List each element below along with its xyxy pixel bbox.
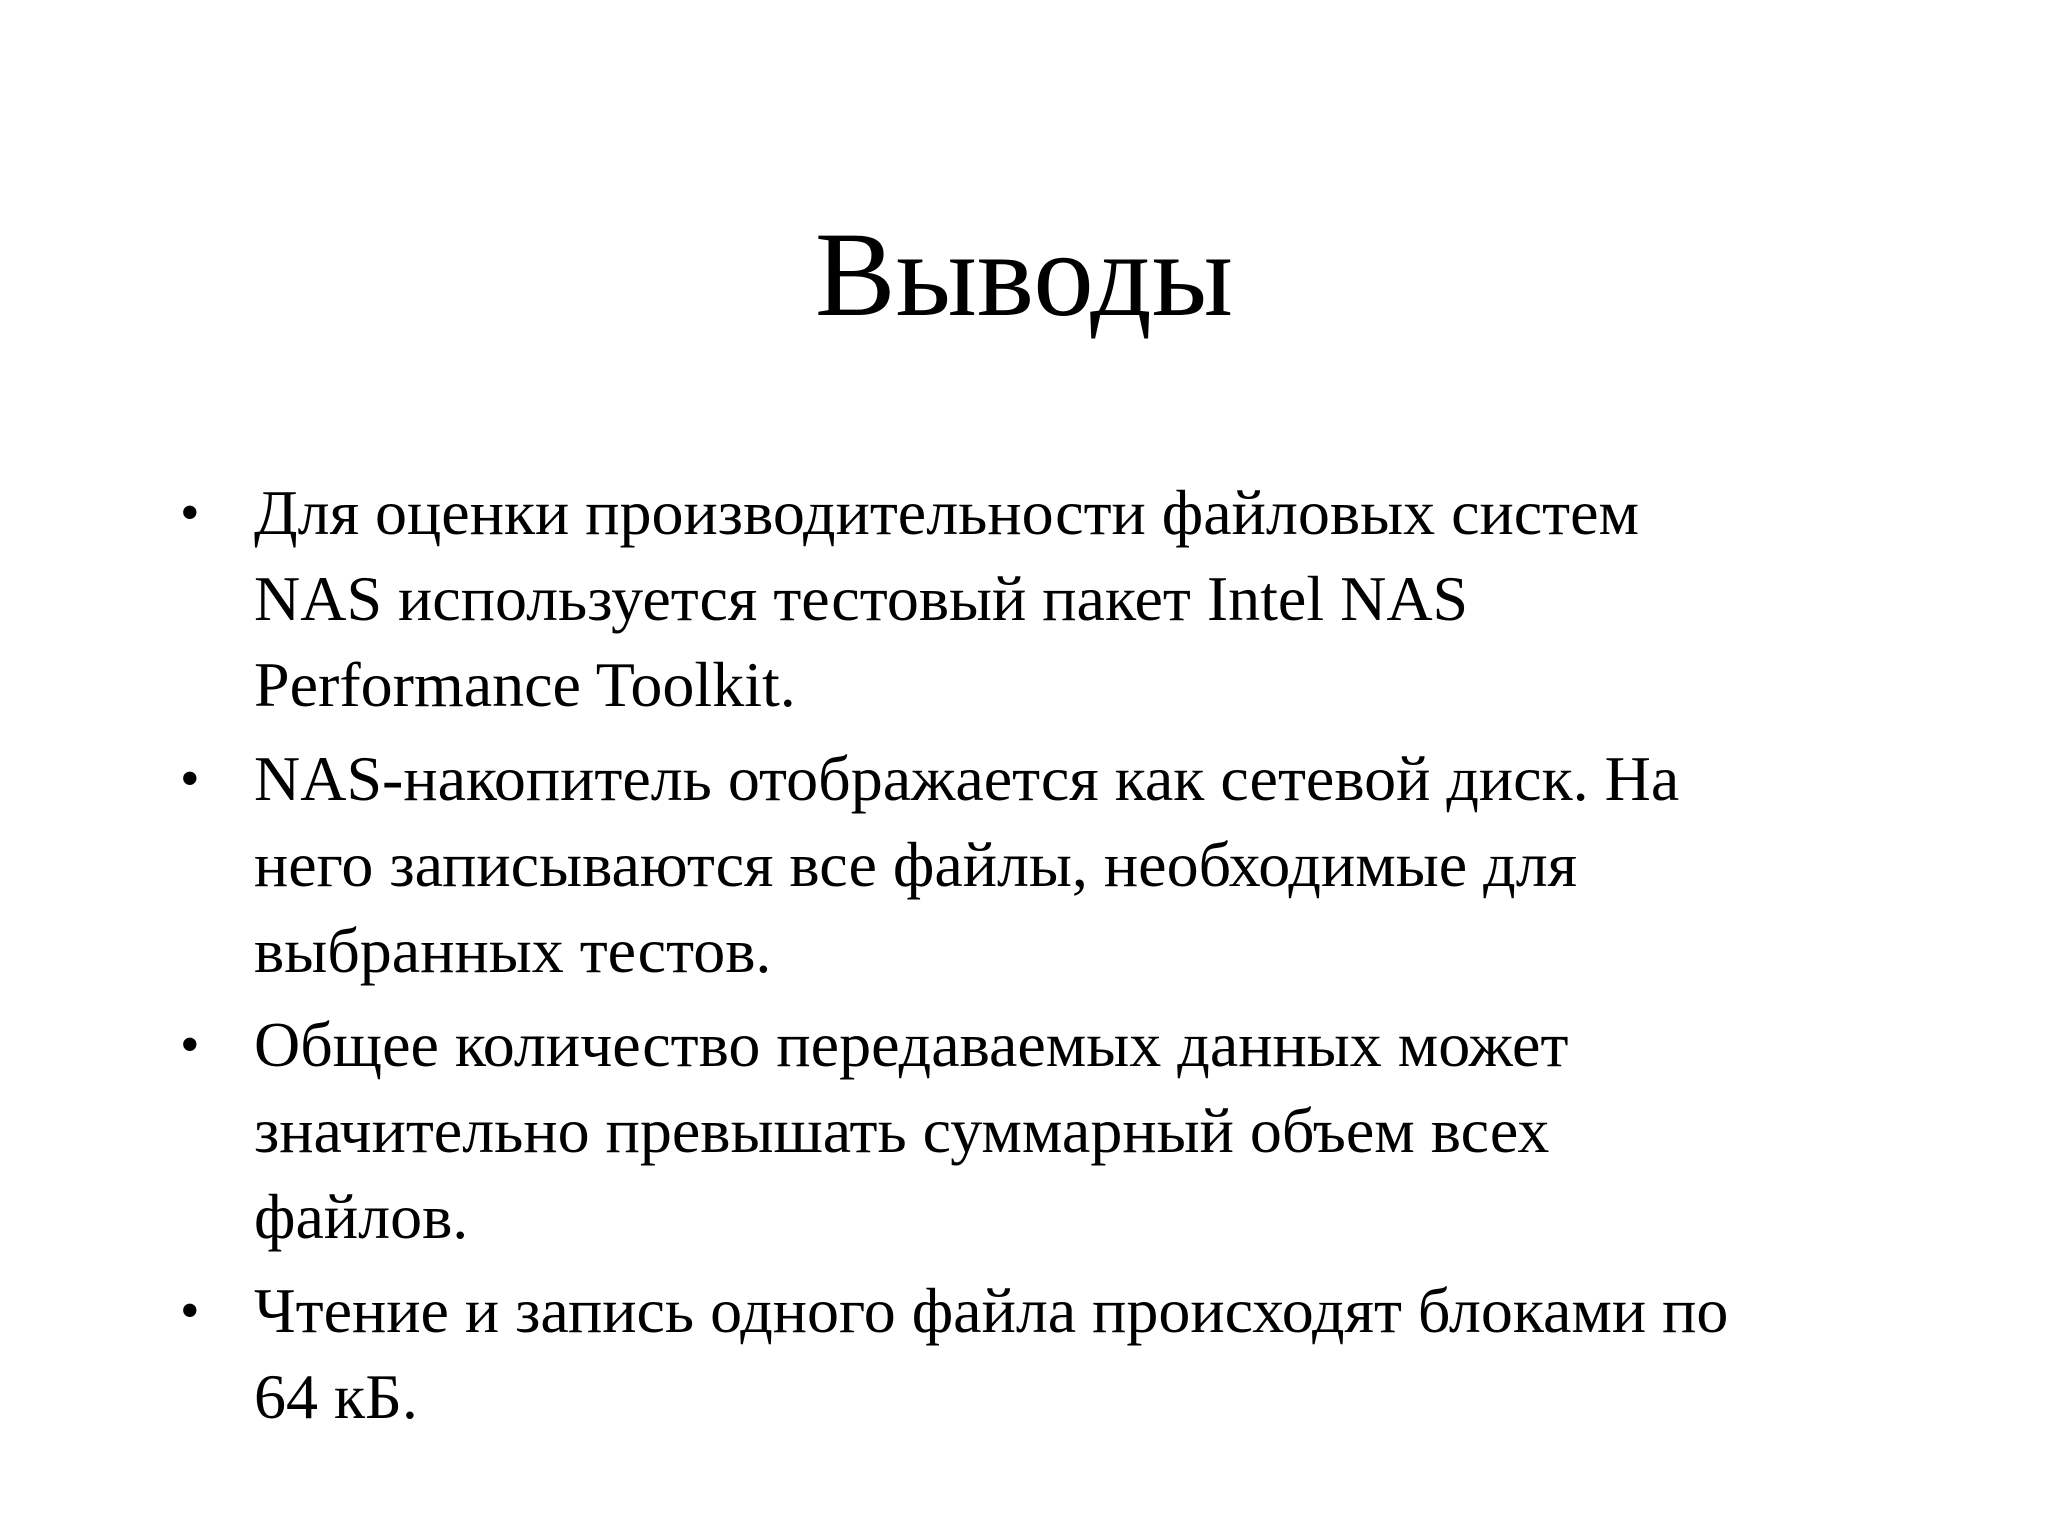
bullet-item <box>180 736 1900 994</box>
bullet-line: NAS используется тестовый пакет Intel NAS <box>254 563 1469 634</box>
bullet-item <box>180 1268 1900 1440</box>
bullet-line: него записываются все файлы, необходимые для <box>254 829 1578 900</box>
bullet-line: значительно превышать суммарный объем всех <box>254 1095 1550 1166</box>
bullet-line: Для оценки производительности файловых систем <box>254 477 1639 548</box>
bullet-line: файлов. <box>254 1181 469 1252</box>
bullet-marker: • <box>180 748 200 810</box>
bullet-item <box>180 470 1900 728</box>
bullet-list <box>180 470 1900 1448</box>
bullet-line: Чтение и запись одного файла происходят блоками по <box>254 1275 1729 1346</box>
bullet-marker: • <box>180 1280 200 1342</box>
bullet-item <box>180 1002 1900 1260</box>
bullet-marker: • <box>180 482 200 544</box>
bullet-line: Общее количество передаваемых данных может <box>254 1009 1569 1080</box>
bullet-line: 64 кБ. <box>254 1361 418 1432</box>
bullet-line: NAS-накопитель отображается как сетевой диск. На <box>254 743 1680 814</box>
slide-title: Выводы <box>814 208 1234 342</box>
bullet-line: выбранных тестов. <box>254 915 772 986</box>
bullet-marker: • <box>180 1014 200 1076</box>
bullet-line: Performance Toolkit. <box>254 649 796 720</box>
